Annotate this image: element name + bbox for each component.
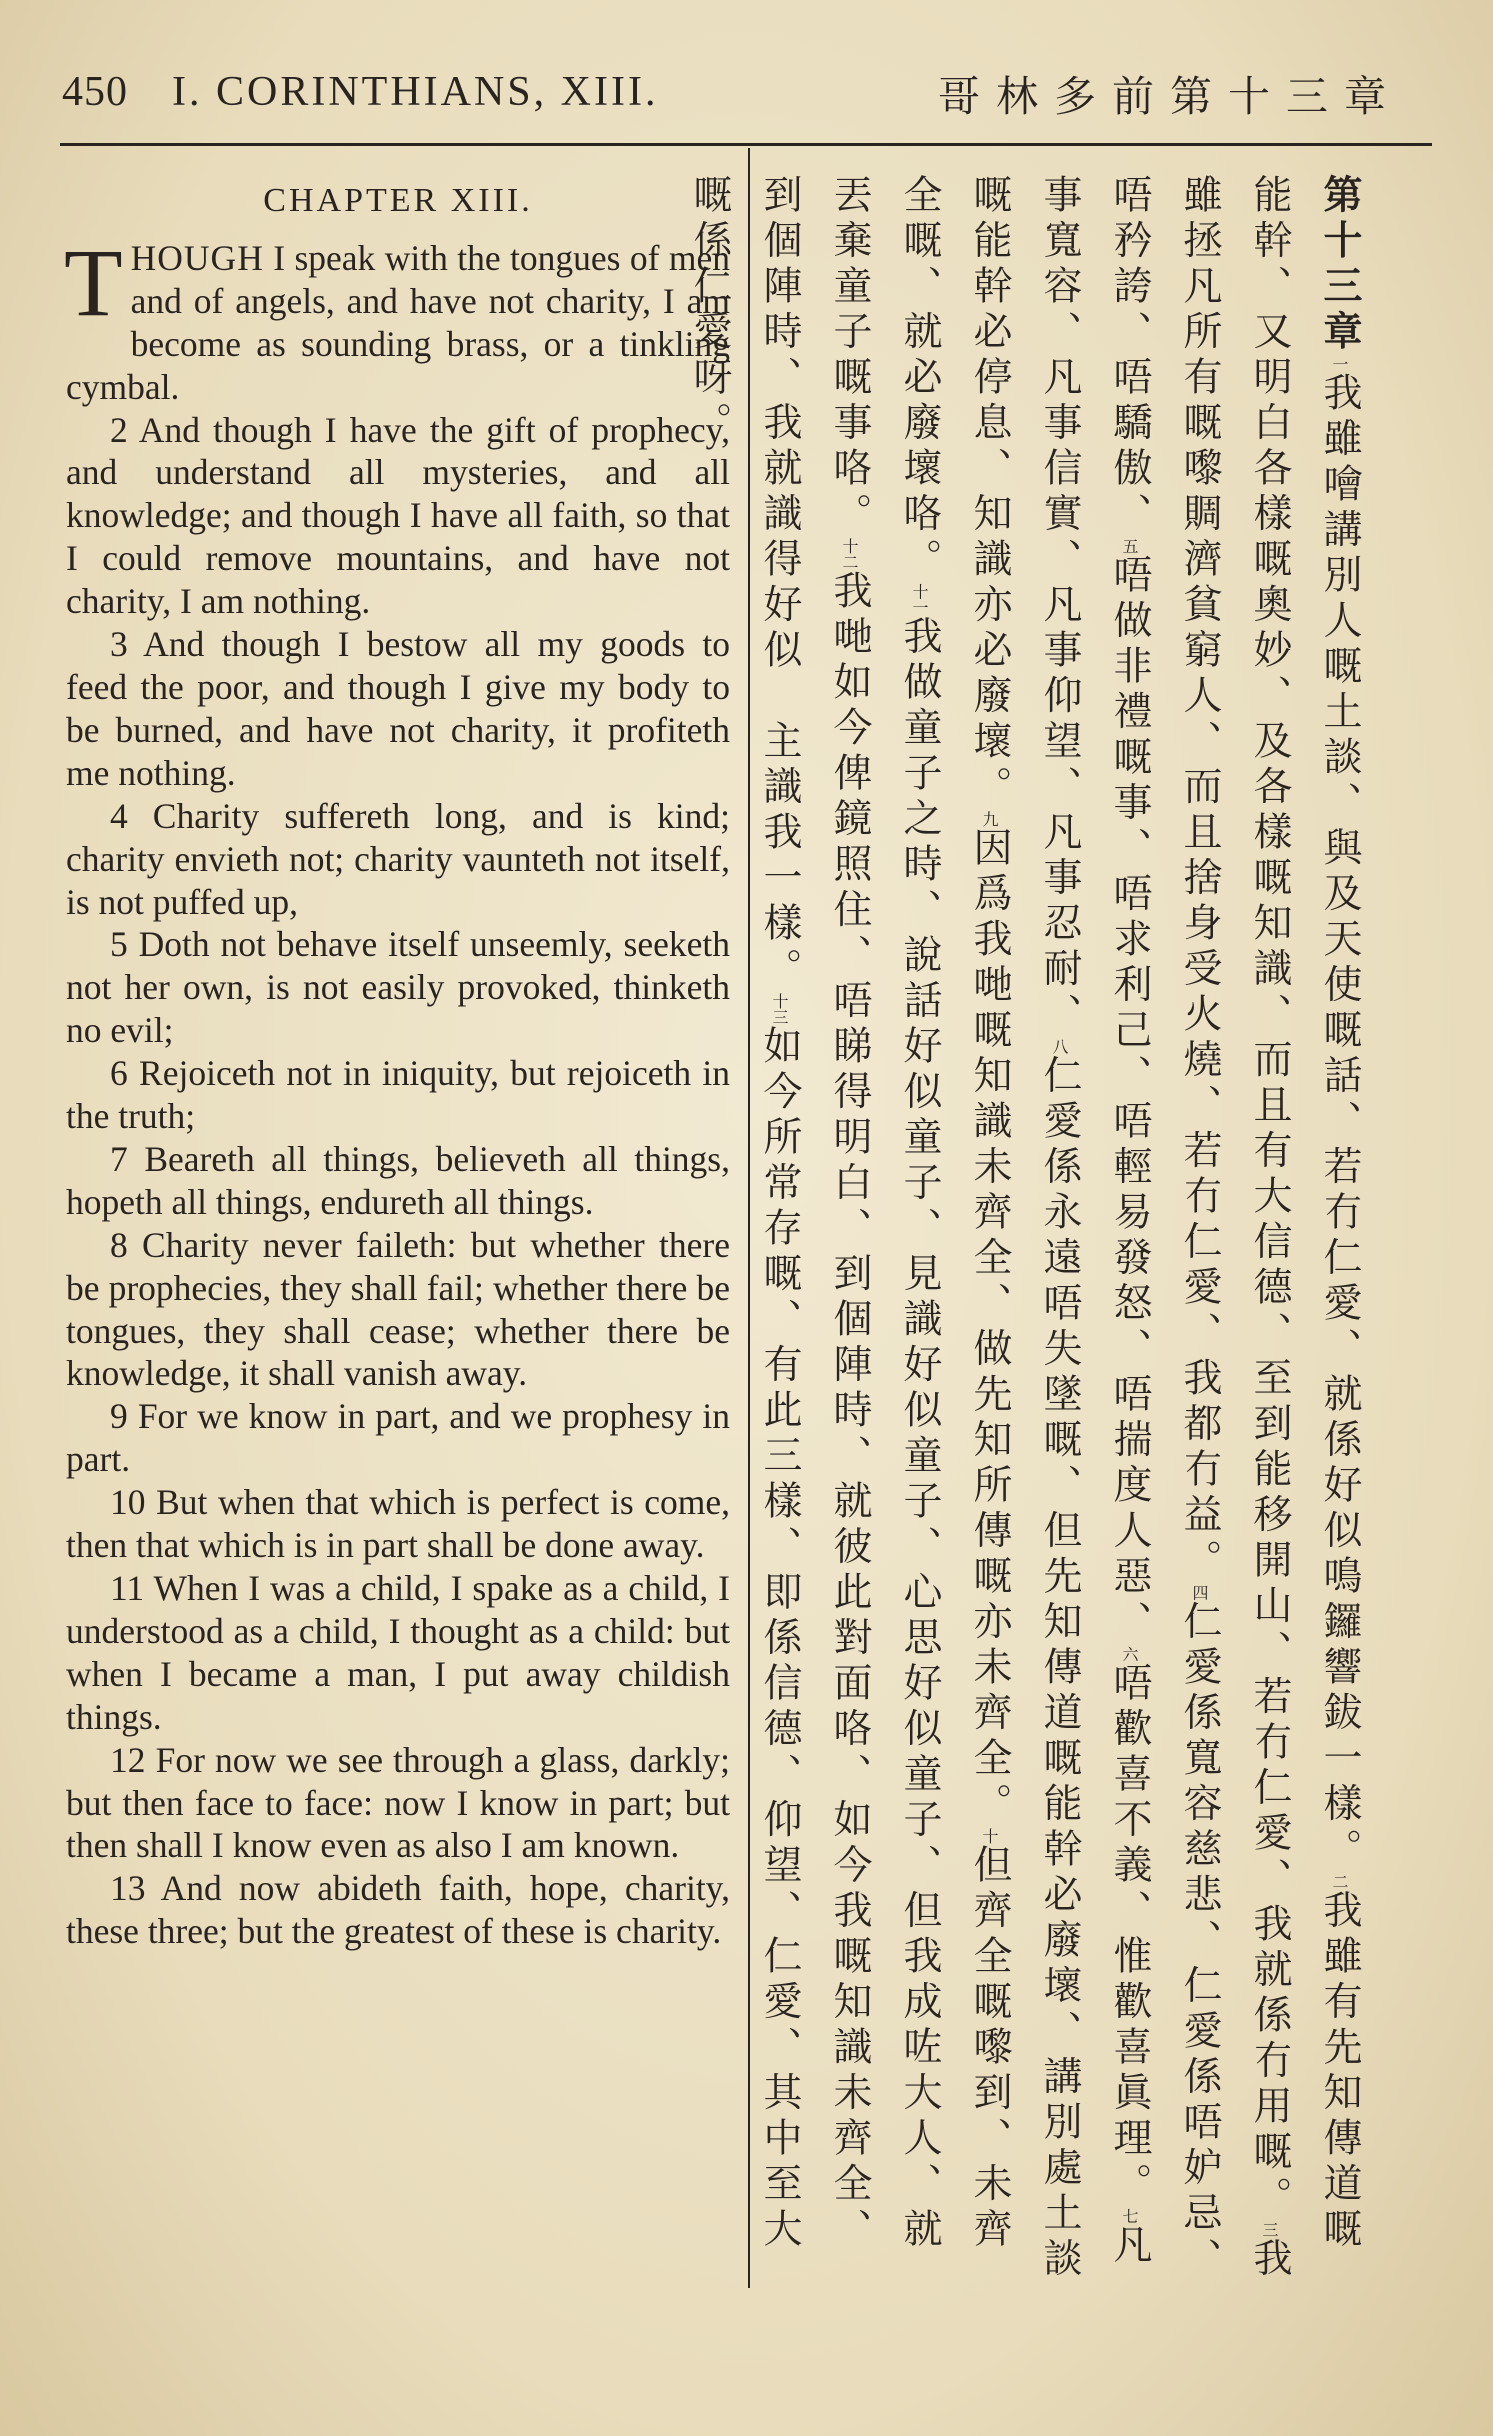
chinese-verse-13-number: 十三 — [770, 993, 789, 1025]
chinese-verse-5: 唔做非禮嘅事、唔求利己、唔輕易發怒、唔揣度人惡、 — [1107, 554, 1152, 1646]
chinese-verse-12: 我哋如今俾鏡照住、唔睇得明白、到個陣時、就彼此對面咯、如今我嘅知識未齊全、到個陣時、我就識得好似 主識我一樣。 — [757, 174, 872, 2254]
verse-13: 13 And now abideth faith, hope, charity, these three; but the greatest of these is charity. — [66, 1868, 730, 1952]
verse-8: 8 Charity never faileth: but whether there be prophecies, they shall fail; whether there be tongues, they shall cease; whether there be knowledge, it shall vanish away. — [66, 1224, 730, 1394]
verse-6: 6 Rejoiceth not in iniquity, but rejoiceth in the truth; — [66, 1053, 730, 1137]
chinese-verse-9-number: 九 — [980, 811, 999, 827]
chinese-verse-2: 我雖有先知傳道嘅能幹、又明白各樣嘅奧妙、及各樣嘅知識、而且有大信德、至到能移開山、若冇仁愛、我就係冇用嘅。 — [1247, 174, 1362, 2254]
verse-1-text: I speak with the tongues of men and of angels, and have not charity, I am become as sounding brass, or a tinkling cymbal. — [66, 237, 730, 407]
verse-10: 10 But when that which is perfect is come, then that which is in part shall be done away. — [66, 1482, 730, 1566]
running-title: I. CORINTHIANS, XIII. — [172, 69, 659, 115]
verse-7: 7 Beareth all things, believeth all things, hopeth all things, endureth all things. — [66, 1138, 730, 1222]
verse-5: 5 Doth not behave itself unseemly, seeketh not her own, is not easily provoked, thinketh no evil; — [66, 924, 730, 1051]
chinese-verse-3-number: 三 — [1260, 2221, 1279, 2238]
verse-4: 4 Charity suffereth long, and is kind; charity envieth not; charity vaunteth not itself, is not puffed up, — [66, 795, 730, 922]
chinese-verse-13: 如今所常存嘅、有此三樣、即係信德、仰望、仁愛、其中至大嘅係仁愛呀。 — [687, 174, 802, 2254]
verse-1 — [64, 228, 730, 409]
page-header — [62, 58, 1432, 128]
page-number: 450 — [62, 69, 128, 115]
chinese-verse-6-number: 六 — [1120, 1646, 1139, 1662]
verse-2: 2 And though I have the gift of prophecy, and understand all mysteries, and all knowledge; and though I have all faith, so that I could remove mountains, and have not charity, I am nothing. — [66, 409, 730, 622]
chinese-verse-3: 我雖拯凡所有嘅嚟賙濟貧窮人、而且捨身受火燒、若冇仁愛、我都冇益。 — [1177, 174, 1292, 2283]
verse-11: 11 When I was a child, I spake as a child, I understood as a child, I thought as a child: but when I became a man, I put away childish things. — [66, 1568, 730, 1737]
chinese-verse-12-number: 十二 — [840, 538, 859, 570]
verse-1-caps: HOUGH — [130, 237, 264, 278]
chinese-verse-2-number: 二 — [1330, 1873, 1349, 1890]
chinese-verse-1-number: 一 — [1330, 356, 1349, 372]
chinese-verse-10-number: 十 — [980, 1828, 999, 1844]
chinese-verse-8: 仁愛係永遠唔失墜嘅、但先知傳道嘅能幹必廢壞、講別處土談嘅能幹必停息、知識亦必廢壞。 — [967, 174, 1082, 2283]
verse-3: 3 And though I bestow all my goods to feed the poor, and though I give my body to be burned, and have not charity, it profiteth me nothing. — [66, 624, 730, 793]
chinese-chapter-title: 第十三章 — [1317, 174, 1362, 356]
chinese-verse-11: 我做童子之時、說話好似童子、見識好似童子、心思好似童子、但我成咗大人、就丟棄童子嘅事咯。 — [827, 174, 942, 2254]
chinese-verse-7-number: 七 — [1120, 2208, 1139, 2224]
drop-cap: T — [64, 228, 123, 336]
chinese-verse-7: 凡事寬容、凡事信實、凡事仰望、凡事忍耐、 — [1037, 174, 1152, 2270]
chinese-verse-10: 但齊全嘅嚟到、未齊全嘅、就必廢壞咯。 — [897, 174, 1012, 2254]
verse-9: 9 For we know in part, and we prophesy in part. — [66, 1396, 730, 1480]
chinese-verse-5-number: 五 — [1120, 538, 1139, 554]
chinese-verse-8-number: 八 — [1050, 1038, 1069, 1055]
header-rule — [60, 143, 1432, 146]
verse-12: 12 For now we see through a glass, darkly; but then face to face: now I know in part; but then shall I know even as also I am known. — [66, 1739, 730, 1866]
chinese-verse-11-number: 十一 — [910, 583, 929, 616]
english-column — [66, 180, 730, 1953]
chinese-running-title: 哥林多前第十三章 — [937, 72, 1402, 121]
chapter-title: CHAPTER XIII. — [263, 182, 533, 219]
chinese-verse-9: 因爲我哋嘅知識未齊全、做先知所傳嘅亦未齊全。 — [967, 827, 1012, 1828]
chinese-verse-4-number: 四 — [1190, 1584, 1209, 1601]
chinese-column — [687, 174, 1374, 2294]
chinese-verse-6: 唔歡喜不義、惟歡喜眞理。 — [1107, 1662, 1152, 2208]
chinese-verse-4: 仁愛係寬容慈悲、仁愛係唔妒忌、唔矜誇、唔驕傲、 — [1107, 174, 1222, 2283]
chinese-verse-1: 我雖噲講別人嘅土談、與及天使嘅話、若冇仁愛、就係好似鳴鑼響鈸一樣。 — [1317, 372, 1362, 1874]
